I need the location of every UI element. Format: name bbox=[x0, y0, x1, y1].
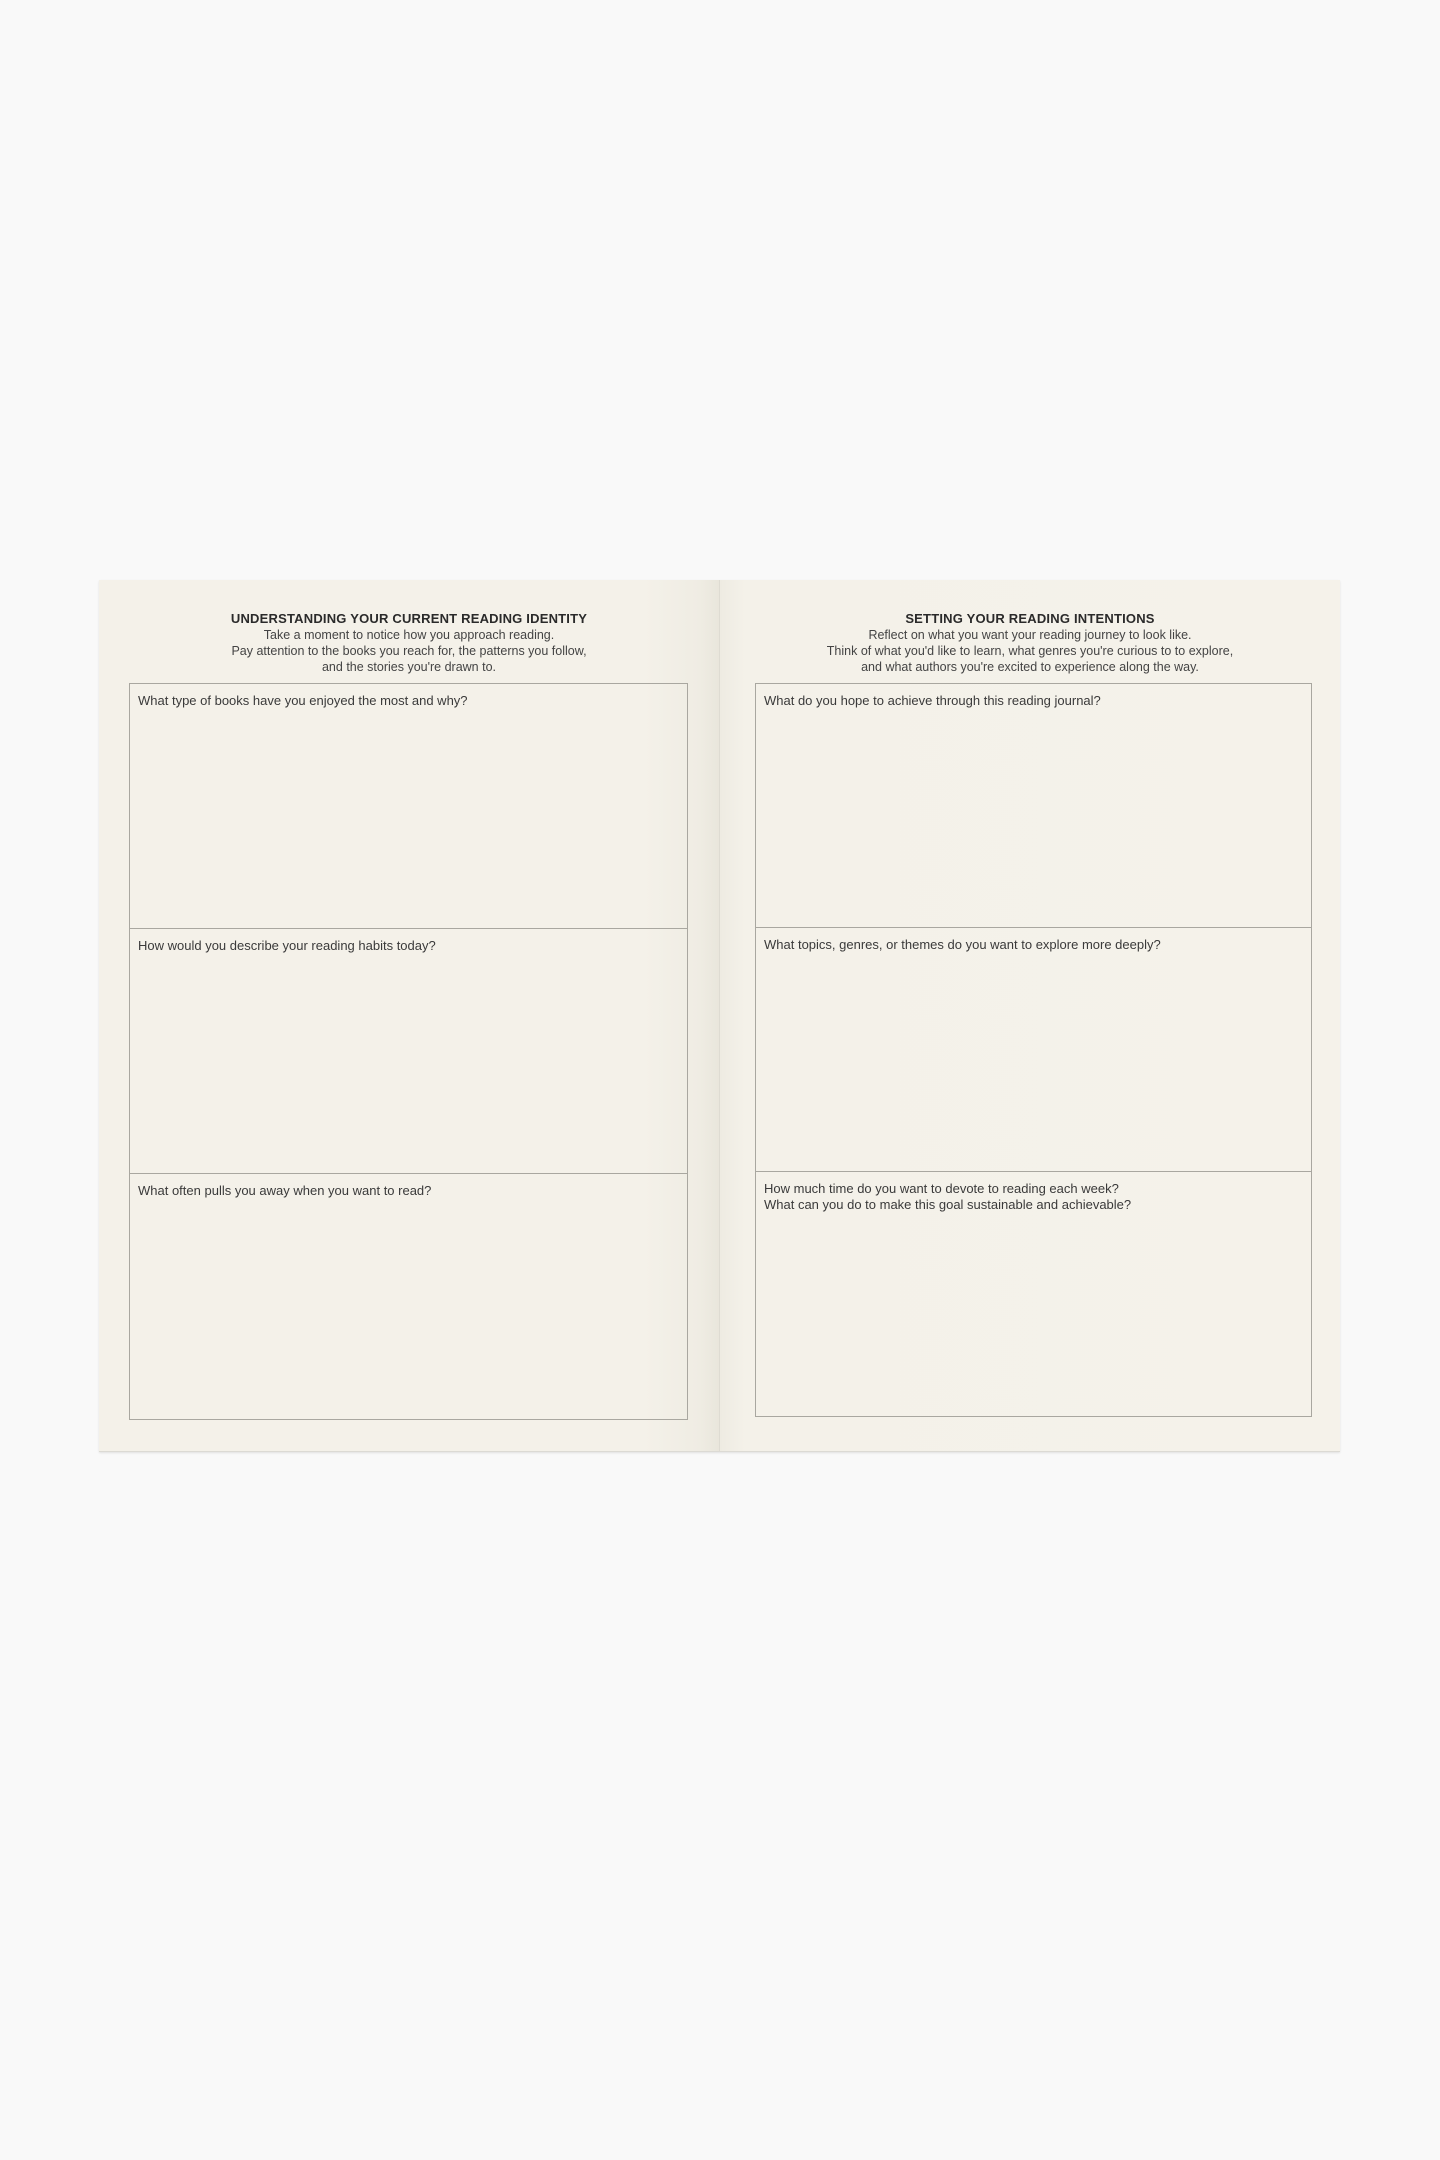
right-prompt-grid bbox=[755, 683, 1312, 1417]
left-page-intro-line: and the stories you're drawn to. bbox=[321, 660, 496, 674]
prompt-text: What topics, genres, or themes do you want to explore more deeply? bbox=[764, 936, 1161, 952]
prompt-text: What type of books have you enjoyed the most and why? bbox=[138, 693, 468, 708]
right-page-intro-line: and what authors you're excited to experience along the way. bbox=[861, 660, 1199, 674]
prompt-text: What do you hope to achieve through this reading journal? bbox=[764, 693, 1101, 708]
right-page-intro-line: Think of what you'd like to learn, what genres you're curious to to explore, bbox=[826, 644, 1234, 658]
prompt-box-reading-habits bbox=[130, 929, 687, 1174]
right-page bbox=[720, 580, 1340, 1451]
left-page-title: UNDERSTANDING YOUR CURRENT READING IDENTITY bbox=[230, 611, 588, 626]
prompt-text: How would you describe your reading habits today? bbox=[138, 937, 436, 953]
prompt-box-journal-goals bbox=[756, 684, 1311, 928]
prompt-text: How much time do you want to devote to reading each week? What can you do to make this goal sustainable and achievable? bbox=[764, 1180, 1132, 1212]
prompt-box-distractions bbox=[130, 1174, 687, 1419]
prompt-box-topics-to-explore bbox=[756, 928, 1311, 1172]
left-page-intro-line: Take a moment to notice how you approach reading. bbox=[263, 628, 555, 642]
left-page-header bbox=[99, 611, 719, 675]
left-page bbox=[99, 580, 719, 1451]
left-page-intro-line: Pay attention to the books you reach for, the patterns you follow, bbox=[231, 644, 587, 658]
prompt-box-reading-time bbox=[756, 1172, 1311, 1416]
right-page-header bbox=[720, 611, 1340, 675]
right-page-title: SETTING YOUR READING INTENTIONS bbox=[905, 611, 1155, 626]
journal-spread bbox=[99, 580, 1340, 1452]
left-prompt-grid bbox=[129, 683, 688, 1420]
prompt-box-favorite-books bbox=[130, 684, 687, 929]
right-page-intro-line: Reflect on what you want your reading journey to look like. bbox=[868, 628, 1192, 642]
prompt-text: What often pulls you away when you want to read? bbox=[138, 1182, 432, 1198]
